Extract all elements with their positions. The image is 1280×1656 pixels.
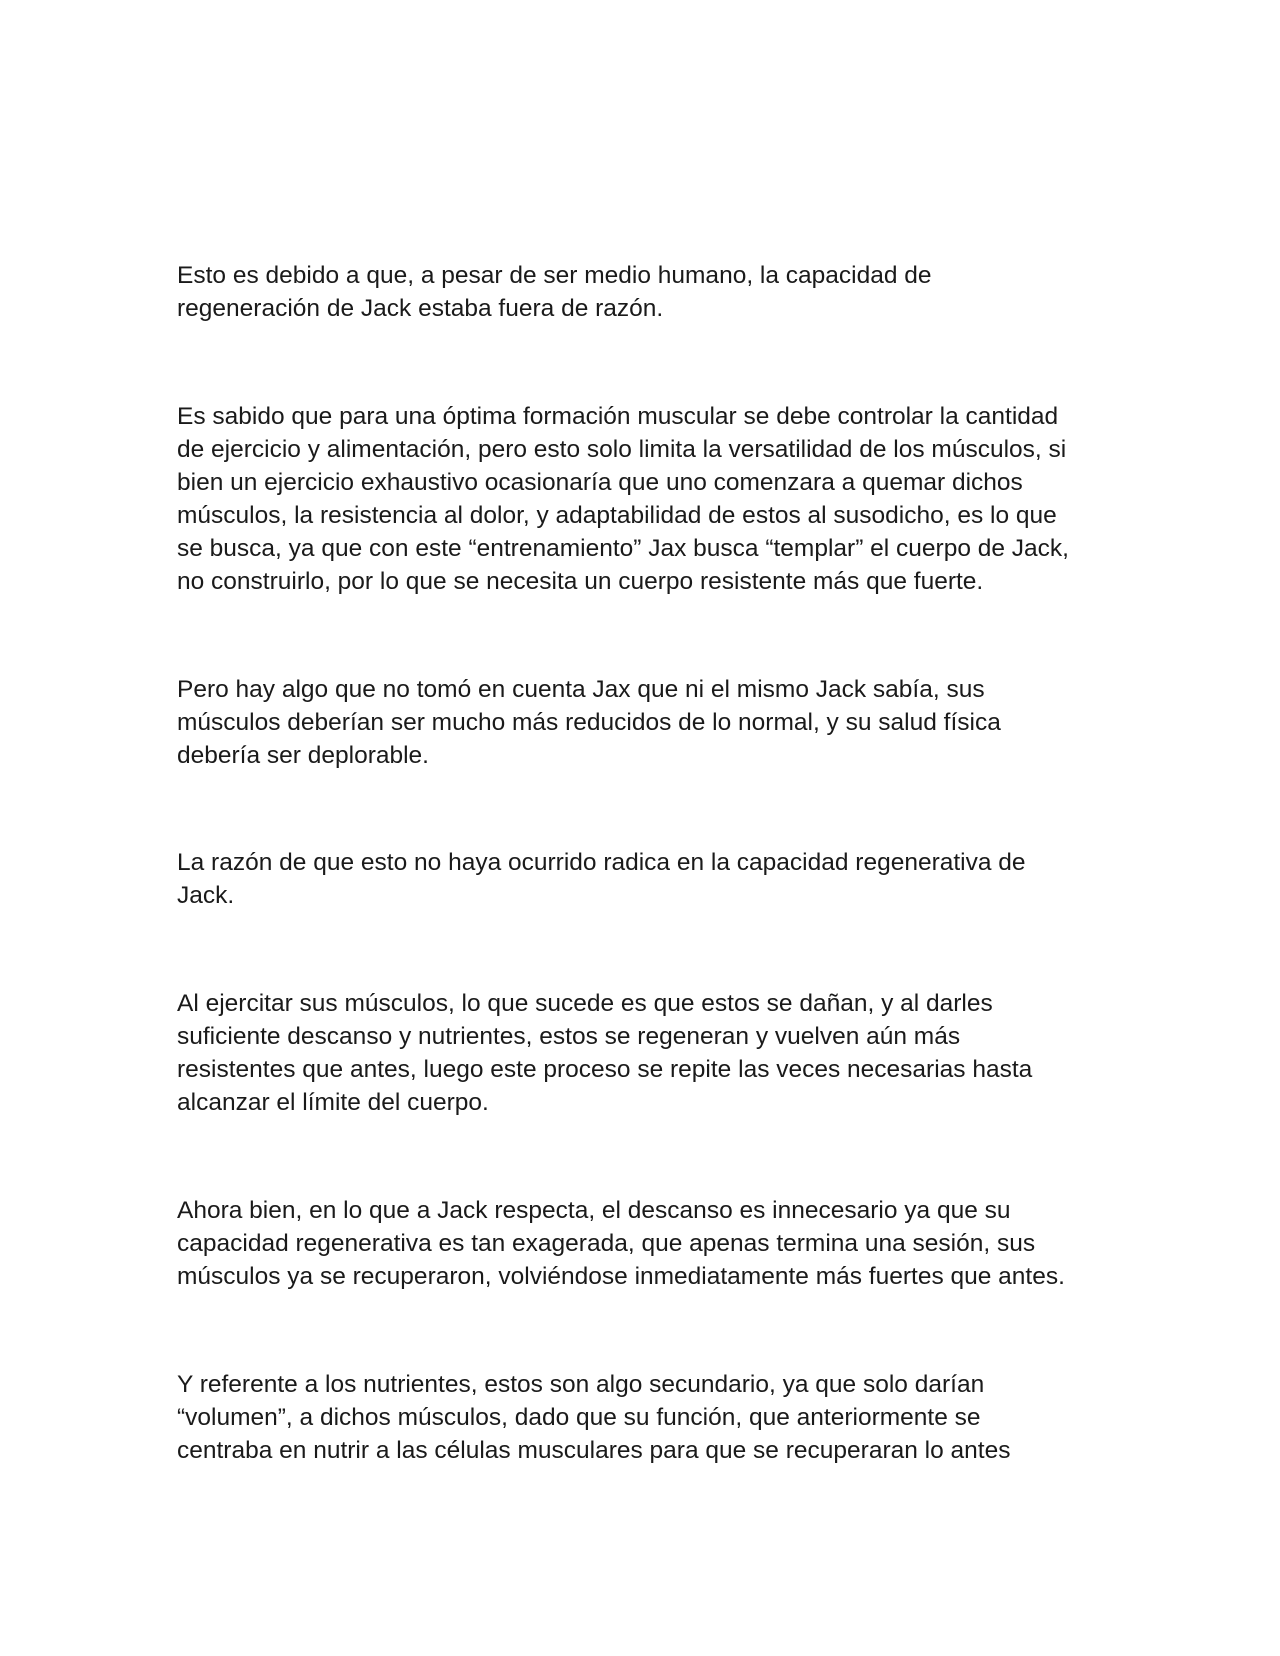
paragraph-6 — [177, 1194, 1107, 1293]
text-line: resistentes que antes, luego este proceso se repite las veces necesarias hasta — [177, 1056, 1033, 1083]
text-line: suficiente descanso y nutrientes, estos se regeneran y vuelven aún más — [177, 1023, 961, 1050]
text-line: se busca, ya que con este “entrenamiento” Jax busca “templar” el cuerpo de Jack, — [177, 535, 1069, 562]
paragraph-3 — [177, 673, 1107, 772]
text-line: Esto es debido a que, a pesar de ser medio humano, la capacidad de — [177, 262, 932, 289]
text-line: Pero hay algo que no tomó en cuenta Jax que ni el mismo Jack sabía, sus — [177, 676, 985, 703]
text-line: Al ejercitar sus músculos, lo que sucede es que estos se dañan, y al darles — [177, 990, 993, 1017]
text-line: no construirlo, por lo que se necesita un cuerpo resistente más que fuerte. — [177, 568, 984, 595]
text-line: “volumen”, a dichos músculos, dado que su función, que anteriormente se — [177, 1404, 981, 1431]
paragraph-4 — [177, 846, 1107, 912]
text-line: bien un ejercicio exhaustivo ocasionaría que uno comenzara a quemar dichos — [177, 469, 1023, 496]
text-line: alcanzar el límite del cuerpo. — [177, 1089, 489, 1116]
text-line: La razón de que esto no haya ocurrido radica en la capacidad regenerativa de — [177, 849, 1026, 876]
text-line: capacidad regenerativa es tan exagerada, que apenas termina una sesión, sus — [177, 1230, 1036, 1257]
text-line: Jack. — [177, 882, 235, 909]
text-line: músculos ya se recuperaron, volviéndose inmediatamente más fuertes que antes. — [177, 1263, 1065, 1290]
paragraph-5 — [177, 987, 1107, 1119]
text-line: regeneración de Jack estaba fuera de razón. — [177, 295, 664, 322]
text-line: músculos, la resistencia al dolor, y adaptabilidad de estos al susodicho, es lo que — [177, 502, 1057, 529]
text-line: debería ser deplorable. — [177, 742, 429, 769]
text-line: centraba en nutrir a las células musculares para que se recuperaran lo antes — [177, 1437, 1011, 1464]
paragraph-1 — [177, 259, 1107, 325]
text-line: Es sabido que para una óptima formación muscular se debe controlar la cantidad — [177, 403, 1059, 430]
text-line: de ejercicio y alimentación, pero esto solo limita la versatilidad de los músculos, si — [177, 436, 1067, 463]
text-line: Y referente a los nutrientes, estos son algo secundario, ya que solo darían — [177, 1371, 985, 1398]
paragraph-2 — [177, 400, 1107, 598]
text-line: músculos deberían ser mucho más reducidos de lo normal, y su salud física — [177, 709, 1001, 736]
paragraph-7 — [177, 1368, 1107, 1467]
text-line: Ahora bien, en lo que a Jack respecta, el descanso es innecesario ya que su — [177, 1197, 1011, 1224]
